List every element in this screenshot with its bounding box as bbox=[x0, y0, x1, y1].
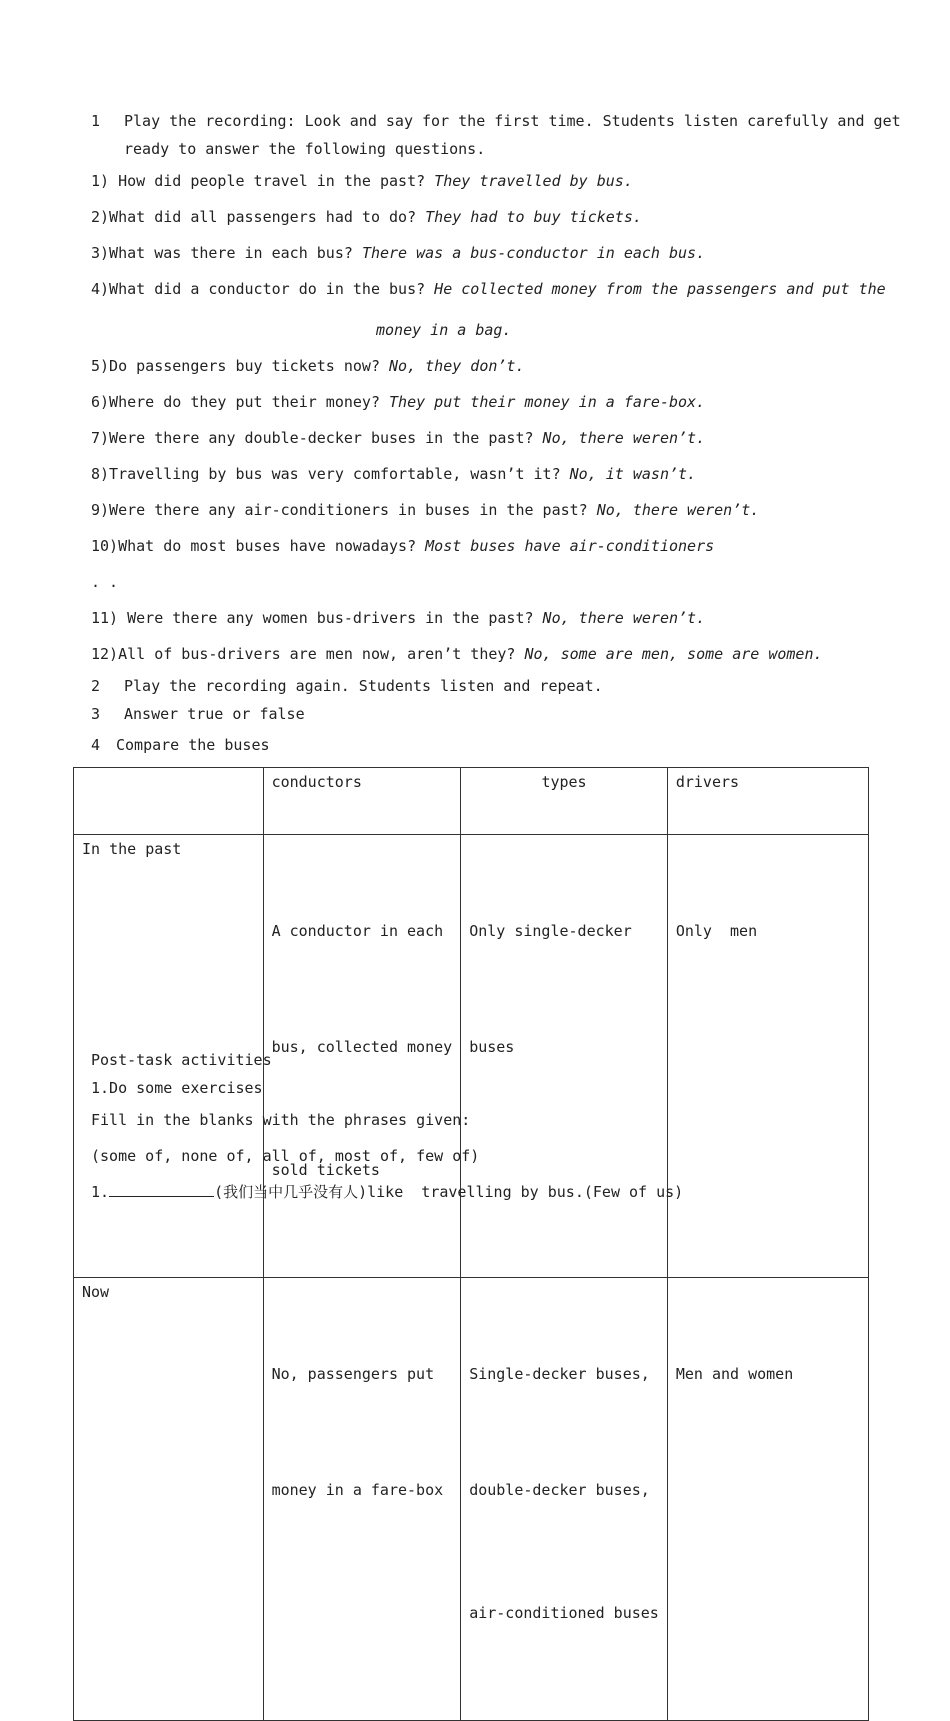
table-header-cell: types bbox=[461, 768, 668, 835]
cell-line: Only men bbox=[675, 922, 758, 940]
table-header-row bbox=[74, 768, 869, 835]
question-2 bbox=[91, 207, 642, 227]
answer-text: They put their money in a fare-box. bbox=[389, 393, 706, 411]
step-text: Compare the buses bbox=[116, 736, 270, 754]
answer-blank[interactable] bbox=[109, 1182, 214, 1197]
cell-line: air-conditioned buses bbox=[469, 1604, 659, 1622]
answer-text: No, some are men, some are women. bbox=[524, 645, 823, 663]
cell-line: bus, collected money bbox=[271, 1038, 453, 1056]
exercise-title: 1.Do some exercises bbox=[91, 1079, 263, 1097]
question-1 bbox=[91, 171, 633, 191]
fill-blanks-instruction: Fill in the blanks with the phrases given: bbox=[91, 1111, 471, 1129]
step-number: 2 bbox=[91, 677, 101, 695]
step-4 bbox=[91, 735, 270, 755]
question-text: 3)What was there in each bus? bbox=[91, 244, 362, 262]
cell-line: money in a fare-box bbox=[271, 1481, 444, 1499]
answer-text: He collected money from the passengers and put the bbox=[434, 280, 886, 298]
answer-continued: money in a bag. bbox=[376, 321, 512, 339]
table-header-cell: drivers bbox=[667, 768, 868, 835]
item-text: (我们当中几乎没有人)like travelling by bus.(Few of us) bbox=[214, 1183, 684, 1201]
question-text: 9)Were there any air-conditioners in buses in the past? bbox=[91, 501, 597, 519]
answer-text: Most buses have air-conditioners bbox=[425, 537, 715, 555]
question-text: 8)Travelling by bus was very comfortable, wasn’t it? bbox=[91, 465, 570, 483]
step-number: 4 bbox=[91, 736, 101, 754]
question-text: 10)What do most buses have nowadays? bbox=[91, 537, 426, 555]
question-text: 2)What did all passengers had to do? bbox=[91, 208, 426, 226]
question-12 bbox=[91, 644, 823, 664]
question-text: 12)All of bus-drivers are men now, aren’t they? bbox=[91, 645, 525, 663]
table-header-cell: conductors bbox=[263, 768, 461, 835]
step-1-continued: ready to answer the following questions. bbox=[124, 140, 486, 158]
table-cell-label: Now bbox=[74, 1278, 264, 1721]
answer-text: No, it wasn’t. bbox=[569, 465, 697, 483]
question-text: 4)What did a conductor do in the bus? bbox=[91, 280, 435, 298]
answer-continued: . . bbox=[91, 573, 119, 591]
cell-line: sold tickets bbox=[271, 1161, 380, 1179]
answer-text: There was a bus-conductor in each bus. bbox=[361, 244, 706, 262]
question-10 bbox=[91, 536, 714, 556]
question-text: 1) How did people travel in the past? bbox=[91, 172, 435, 190]
table-cell bbox=[263, 835, 461, 1278]
answer-text: They travelled by bus. bbox=[434, 172, 633, 190]
question-text: 7)Were there any double-decker buses in the past? bbox=[91, 429, 543, 447]
table-header-cell bbox=[74, 768, 264, 835]
question-8 bbox=[91, 464, 696, 484]
question-3 bbox=[91, 243, 705, 263]
step-number: 3 bbox=[91, 705, 101, 723]
step-text: Play the recording: Look and say for the first time. Students listen carefully and get bbox=[124, 112, 901, 130]
answer-text: No, there weren’t. bbox=[596, 501, 760, 519]
item-number: 1. bbox=[91, 1183, 110, 1201]
table-cell-label: In the past bbox=[74, 835, 264, 1278]
question-4 bbox=[91, 279, 886, 299]
step-2 bbox=[91, 676, 603, 696]
question-text: 6)Where do they put their money? bbox=[91, 393, 390, 411]
question-text: 11) Were there any women bus-drivers in the past? bbox=[91, 609, 543, 627]
step-number: 1 bbox=[91, 112, 101, 130]
exercise-item-1 bbox=[91, 1182, 683, 1202]
answer-text: They had to buy tickets. bbox=[425, 208, 642, 226]
compare-buses-table bbox=[73, 767, 869, 1721]
question-7 bbox=[91, 428, 705, 448]
question-text: 5)Do passengers buy tickets now? bbox=[91, 357, 390, 375]
table-cell bbox=[461, 835, 668, 1278]
post-task-title: Post-task activities bbox=[91, 1051, 272, 1069]
cell-line: A conductor in each bbox=[271, 922, 444, 940]
answer-text: No, they don’t. bbox=[389, 357, 525, 375]
question-11 bbox=[91, 608, 705, 628]
phrases-list: (some of, none of, all of, most of, few of) bbox=[91, 1147, 480, 1165]
question-6 bbox=[91, 392, 705, 412]
cell-line: double-decker buses, bbox=[469, 1481, 650, 1499]
question-5 bbox=[91, 356, 524, 376]
question-9 bbox=[91, 500, 759, 520]
cell-line: Men and women bbox=[675, 1365, 794, 1383]
step-3 bbox=[91, 704, 305, 724]
cell-line: No, passengers put bbox=[271, 1365, 435, 1383]
table-cell bbox=[667, 835, 868, 1278]
step-text: Answer true or false bbox=[124, 705, 305, 723]
cell-line: buses bbox=[469, 1038, 515, 1056]
answer-text: No, there weren’t. bbox=[542, 429, 706, 447]
answer-text: No, there weren’t. bbox=[542, 609, 706, 627]
cell-line: Single-decker buses, bbox=[469, 1365, 650, 1383]
step-text: Play the recording again. Students listen and repeat. bbox=[124, 677, 603, 695]
cell-line: Only single-decker bbox=[469, 922, 632, 940]
step-1 bbox=[91, 111, 901, 131]
